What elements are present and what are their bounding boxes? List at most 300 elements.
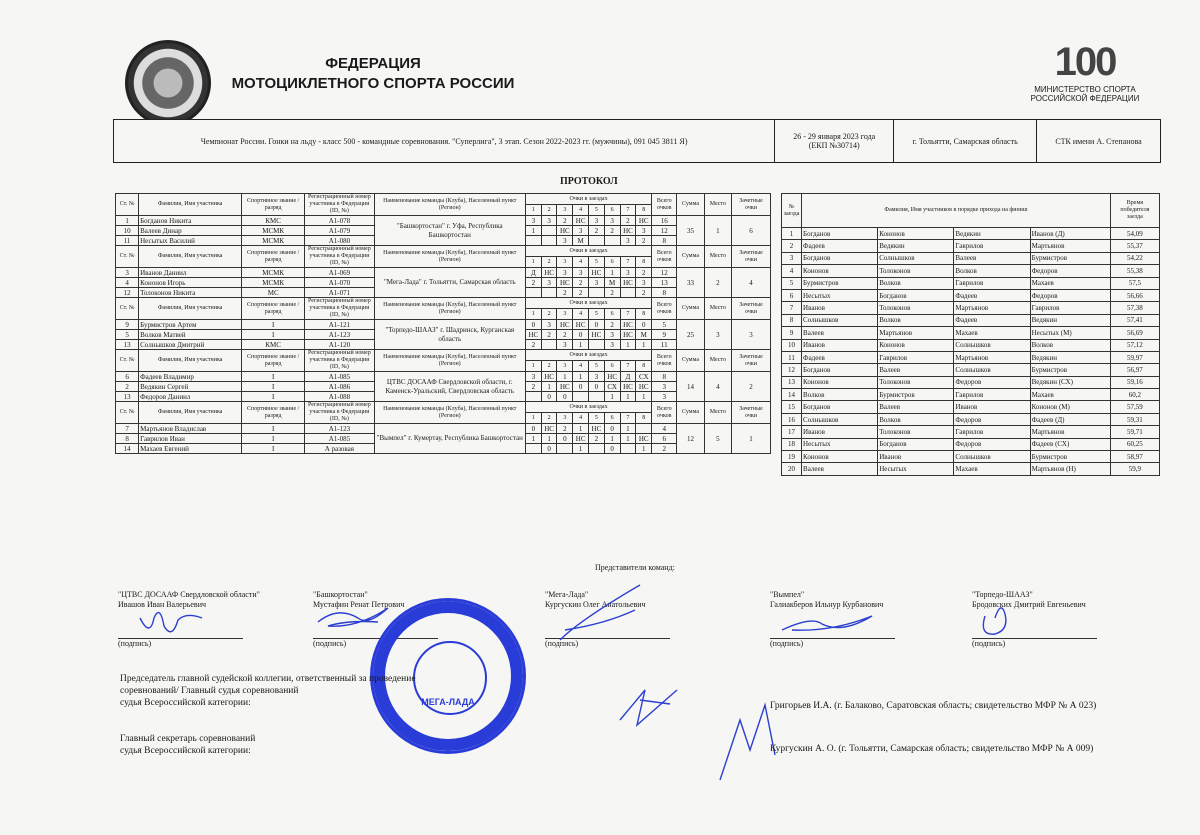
col-license-header: Регистрационный номер участника в Федерации (ID, №) — [305, 350, 374, 372]
rider-rank: I — [242, 382, 305, 392]
finish-order-header: Фамилия, Имя участников в порядке прихода на финиш — [802, 194, 1111, 228]
heat-points: 2 — [604, 320, 620, 330]
heat-points: 1 — [636, 444, 652, 454]
heat-col-header: 5 — [589, 205, 605, 216]
finisher-name: Бурмистров — [878, 389, 954, 401]
heat-number: 1 — [782, 228, 802, 240]
col-points-header: Очки в заездах — [525, 402, 651, 413]
col-team-header: Наименование команды (Клуба), Населенный пункт (Регион) — [374, 350, 525, 372]
heat-col-header: 7 — [620, 257, 636, 268]
team-place: 5 — [704, 424, 731, 454]
finisher-name: Бурмистров — [1030, 252, 1110, 264]
rider-name: Мартьянов Владислав — [139, 424, 242, 434]
heat-col-header: 1 — [525, 205, 541, 216]
heat-points: 3 — [541, 320, 557, 330]
heat-points: 0 — [541, 444, 557, 454]
winner-time: 57,38 — [1110, 302, 1159, 314]
rider-num: 6 — [116, 372, 139, 382]
heat-col-header: 8 — [636, 257, 652, 268]
heat-points: 0 — [557, 434, 573, 444]
rider-license: А1-086 — [305, 382, 374, 392]
heat-col-header: 8 — [636, 309, 652, 320]
col-total-header: Всего очков — [652, 298, 677, 320]
heat-points: 3 — [573, 268, 589, 278]
heat-points: 2 — [636, 288, 652, 298]
heat-col-header: 4 — [573, 413, 589, 424]
finisher-name: Кононов (М) — [1030, 401, 1110, 413]
heat-points: СХ — [636, 372, 652, 382]
ministry-caption1: МИНИСТЕРСТВО СПОРТА — [1034, 85, 1136, 94]
rider-name: Солнышков Дмитрий — [139, 340, 242, 350]
finisher-name: Солнышков — [878, 252, 954, 264]
rider-num: 8 — [116, 434, 139, 444]
rider-license: А1-080 — [305, 236, 374, 246]
finisher-name: Богданов — [802, 401, 878, 413]
col-num-header: Ст. № — [116, 246, 139, 268]
col-num-header: Ст. № — [116, 298, 139, 320]
rider-license: А1-123 — [305, 330, 374, 340]
col-points-header: Очки в заездах — [525, 246, 651, 257]
heat-points: 1 — [604, 268, 620, 278]
winner-time: 56,69 — [1110, 327, 1159, 339]
rider-total: 12 — [652, 226, 677, 236]
heat-points: НС — [557, 382, 573, 392]
federation-line2: МОТОЦИКЛЕТНОГО СПОРТА РОССИИ — [231, 75, 515, 92]
finisher-name: Фадеев (Д) — [1030, 413, 1110, 425]
heat-points: НС — [620, 278, 636, 288]
col-place-header: Место — [704, 246, 731, 268]
col-points-header: Очки в заездах — [525, 298, 651, 309]
rider-rank: МСМК — [242, 278, 305, 288]
rider-num: 10 — [116, 226, 139, 236]
team-sum: 33 — [677, 268, 704, 298]
heat-col-header: 4 — [573, 361, 589, 372]
heat-col-header: 6 — [604, 205, 620, 216]
col-name-header: Фамилия, Имя участника — [139, 402, 242, 424]
heat-col-header: 1 — [525, 309, 541, 320]
rider-name: Фадеев Владимир — [139, 372, 242, 382]
finisher-name: Солнышков — [802, 314, 878, 326]
rider-rank: I — [242, 434, 305, 444]
finisher-name: Богданов — [878, 438, 954, 450]
winner-time: 59,16 — [1110, 376, 1159, 388]
rider-name: Иванов Даниил — [139, 268, 242, 278]
heat-points: 2 — [525, 278, 541, 288]
rep-team: "Торпедо-ШААЗ" — [972, 590, 1033, 599]
finisher-name: Гаврилов — [954, 389, 1030, 401]
heat-col-header: 2 — [541, 205, 557, 216]
rider-license: А1-078 — [305, 216, 374, 226]
rider-total: 8 — [652, 372, 677, 382]
finisher-name: Ведякин (СХ) — [1030, 376, 1110, 388]
heat-number: 2 — [782, 240, 802, 252]
heat-number: 4 — [782, 265, 802, 277]
team-credit: 1 — [732, 424, 771, 454]
heat-points: 2 — [589, 226, 605, 236]
heat-points: 2 — [573, 288, 589, 298]
team-place: 2 — [704, 268, 731, 298]
col-points-header: Очки в заездах — [525, 194, 651, 205]
heat-points: 1 — [573, 444, 589, 454]
heat-points: 1 — [573, 340, 589, 350]
finisher-name: Кононов — [878, 339, 954, 351]
finisher-name: Фадеев (СХ) — [1030, 438, 1110, 450]
rider-num: 3 — [116, 268, 139, 278]
rep-sign: (подпись) — [770, 638, 895, 649]
rider-total: 3 — [652, 382, 677, 392]
col-sum-header: Сумма — [677, 298, 704, 320]
heat-points: 0 — [541, 392, 557, 402]
heat-points: НС — [525, 330, 541, 340]
rep-sign: (подпись) — [972, 638, 1097, 649]
heat-col-header: 2 — [541, 413, 557, 424]
heat-number: 6 — [782, 289, 802, 301]
col-team-header: Наименование команды (Клуба), Населенный пункт (Регион) — [374, 402, 525, 424]
finisher-name: Ведякин — [1030, 351, 1110, 363]
heat-points: 0 — [636, 320, 652, 330]
heat-points: 1 — [525, 434, 541, 444]
heat-number: 19 — [782, 451, 802, 463]
winner-time: 60,2 — [1110, 389, 1159, 401]
heat-col-header: 3 — [557, 257, 573, 268]
finisher-name: Бурмистров — [802, 277, 878, 289]
heat-points: 2 — [636, 236, 652, 246]
rider-name: Гаврилов Иван — [139, 434, 242, 444]
heat-col-header: 3 — [557, 309, 573, 320]
heat-points: 2 — [589, 434, 605, 444]
secretary-name: Кургускин А. О. (г. Тольятти, Самарская область; свидетельство МФР № А 009) — [770, 744, 1094, 754]
rider-num: 13 — [116, 392, 139, 402]
heat-points: НС — [636, 382, 652, 392]
heat-points: НС — [541, 372, 557, 382]
heat-points: 3 — [557, 340, 573, 350]
winner-time: 56,97 — [1110, 364, 1159, 376]
heat-points: 1 — [525, 226, 541, 236]
heat-points: 1 — [541, 434, 557, 444]
heat-col-header: 6 — [604, 257, 620, 268]
winner-time: 54,22 — [1110, 252, 1159, 264]
finisher-name: Мартьянов — [954, 302, 1030, 314]
heat-points: 0 — [525, 424, 541, 434]
heat-col-header: 8 — [636, 205, 652, 216]
heat-points: 3 — [604, 340, 620, 350]
finisher-name: Валеев — [878, 364, 954, 376]
finisher-name: Мартьянов — [954, 351, 1030, 363]
rep-sign: (подпись) — [313, 638, 438, 649]
rep-team: "Вымпел" — [770, 590, 805, 599]
winner-time: 59,31 — [1110, 413, 1159, 425]
rider-rank: МСМК — [242, 236, 305, 246]
heat-points: 2 — [620, 216, 636, 226]
finisher-name: Федоров — [1030, 265, 1110, 277]
heat-number: 16 — [782, 413, 802, 425]
finisher-name: Валеев — [802, 327, 878, 339]
ministry-number: 100 — [1054, 40, 1116, 84]
finisher-name: Волков — [878, 277, 954, 289]
team-sum: 14 — [677, 372, 704, 402]
finisher-name: Бурмистров — [1030, 364, 1110, 376]
rep-name: Кургускин Олег Анатольевич — [545, 600, 646, 609]
winner-time: 57,5 — [1110, 277, 1159, 289]
finisher-name: Несытых — [802, 438, 878, 450]
finisher-name: Махаев — [954, 463, 1030, 475]
finisher-name: Гаврилов — [954, 426, 1030, 438]
heat-points: 2 — [604, 226, 620, 236]
heat-col-header: 2 — [541, 257, 557, 268]
heat-col-header: 5 — [589, 361, 605, 372]
heat-points: 2 — [525, 382, 541, 392]
team-name: "Торпедо-ШААЗ" г. Шадринск, Курганская область — [374, 320, 525, 350]
heat-points: 2 — [557, 424, 573, 434]
heat-number: 20 — [782, 463, 802, 475]
team-credit: 4 — [732, 268, 771, 298]
event-name: Чемпионат России. Гонки на льду - класс 500 - командные соревнования. "Суперлига", 3 этап. Сезон 2022-2023 гг. (мужчины), 091 045 3811 Я) — [114, 120, 775, 162]
rider-name: Махаев Евгений — [139, 444, 242, 454]
heat-points: 1 — [620, 434, 636, 444]
col-license-header: Регистрационный номер участника в Федерации (ID, №) — [305, 246, 374, 268]
rider-total: 8 — [652, 288, 677, 298]
rider-name: Валеев Динар — [139, 226, 242, 236]
rider-license: А1-071 — [305, 288, 374, 298]
finisher-name: Несытых — [878, 463, 954, 475]
finisher-name: Мартьянов — [1030, 240, 1110, 252]
heat-col-header: 4 — [573, 205, 589, 216]
finisher-name: Бурмистров — [1030, 451, 1110, 463]
finisher-name: Валеев — [802, 463, 878, 475]
heat-points: 3 — [620, 268, 636, 278]
rider-name: Ведякин Сергей — [139, 382, 242, 392]
winner-time: 57,41 — [1110, 314, 1159, 326]
team-credit: 6 — [732, 216, 771, 246]
col-name-header: Фамилия, Имя участника — [139, 298, 242, 320]
finisher-name: Солнышков — [954, 364, 1030, 376]
finisher-name: Фадеев — [954, 289, 1030, 301]
rep-name: Галиакберов Ильнур Курбанович — [770, 600, 884, 609]
col-place-header: Место — [704, 402, 731, 424]
finisher-name: Толоконов — [878, 426, 954, 438]
rider-total: 6 — [652, 434, 677, 444]
heat-col-header: 3 — [557, 205, 573, 216]
rider-total: 12 — [652, 268, 677, 278]
heat-points: 3 — [525, 216, 541, 226]
rider-num: 2 — [116, 382, 139, 392]
heat-points: 0 — [573, 330, 589, 340]
heat-number: 13 — [782, 376, 802, 388]
rider-rank: I — [242, 424, 305, 434]
heat-col-header: 5 — [589, 309, 605, 320]
heat-points: 2 — [525, 340, 541, 350]
finisher-name: Иванов — [802, 426, 878, 438]
heat-col-header: 4 — [573, 309, 589, 320]
rider-name: Несытых Василий — [139, 236, 242, 246]
col-place-header: Место — [704, 194, 731, 216]
heat-points: НС — [589, 424, 605, 434]
col-name-header: Фамилия, Имя участника — [139, 350, 242, 372]
finisher-name: Несытых (М) — [1030, 327, 1110, 339]
heat-points: 3 — [636, 226, 652, 236]
rider-rank: КМС — [242, 216, 305, 226]
col-team-header: Наименование команды (Клуба), Населенный пункт (Регион) — [374, 194, 525, 216]
rep-team: "ЦТВС ДОСААФ Свердловской области" — [118, 590, 260, 599]
col-credit-header: Зачетные очки — [732, 194, 771, 216]
heat-points: 2 — [557, 288, 573, 298]
finisher-name: Федоров — [1030, 289, 1110, 301]
heat-number: 9 — [782, 327, 802, 339]
heat-col-header: 5 — [589, 413, 605, 424]
heat-points: 3 — [589, 216, 605, 226]
heat-number: 7 — [782, 302, 802, 314]
event-city: г. Тольятти, Самарская область — [894, 120, 1037, 162]
heat-col-header: 5 — [589, 257, 605, 268]
reps-title: Представители команд: — [595, 563, 675, 572]
winner-time: 58,97 — [1110, 451, 1159, 463]
finisher-name: Фадеев — [954, 314, 1030, 326]
heat-number: 10 — [782, 339, 802, 351]
finisher-name: Ведякин — [954, 228, 1030, 240]
rider-num: 9 — [116, 320, 139, 330]
heat-points: НС — [636, 216, 652, 226]
heat-points: 2 — [604, 288, 620, 298]
heat-col-header: 6 — [604, 413, 620, 424]
rep-team: "Башкортостан" — [313, 590, 368, 599]
heat-points: 2 — [573, 278, 589, 288]
finisher-name: Мартьянов (Н) — [1030, 463, 1110, 475]
finisher-name: Солнышков — [802, 413, 878, 425]
rider-total: 9 — [652, 330, 677, 340]
finisher-name: Богданов — [802, 228, 878, 240]
heat-points: 0 — [589, 382, 605, 392]
finisher-name: Ведякин — [1030, 314, 1110, 326]
finisher-name: Иванов (Д) — [1030, 228, 1110, 240]
heat-points: 0 — [557, 392, 573, 402]
col-place-header: Место — [704, 298, 731, 320]
heat-points: 2 — [557, 216, 573, 226]
rider-rank: МСМК — [242, 268, 305, 278]
rider-license: А1-070 — [305, 278, 374, 288]
heat-number: 8 — [782, 314, 802, 326]
rider-rank: I — [242, 444, 305, 454]
finisher-name: Махаев — [1030, 389, 1110, 401]
heat-points: НС — [557, 320, 573, 330]
col-team-header: Наименование команды (Клуба), Населенный пункт (Регион) — [374, 246, 525, 268]
finisher-name: Волков — [1030, 339, 1110, 351]
rider-rank: I — [242, 320, 305, 330]
ministry-caption2: РОССИЙСКОЙ ФЕДЕРАЦИИ — [1030, 94, 1140, 103]
heat-points: 3 — [541, 278, 557, 288]
finisher-name: Иванов — [878, 451, 954, 463]
finisher-name: Федоров — [954, 376, 1030, 388]
heat-points: 1 — [636, 392, 652, 402]
heat-number: 5 — [782, 277, 802, 289]
col-sum-header: Сумма — [677, 194, 704, 216]
winner-time-header: Время победителя заезда — [1110, 194, 1159, 228]
heat-col-header: 1 — [525, 361, 541, 372]
heat-number: 18 — [782, 438, 802, 450]
col-license-header: Регистрационный номер участника в Федерации (ID, №) — [305, 298, 374, 320]
heat-col-header: 7 — [620, 205, 636, 216]
finisher-name: Гаврилов — [954, 277, 1030, 289]
rider-rank: I — [242, 330, 305, 340]
rider-rank: МС — [242, 288, 305, 298]
rider-name: Федоров Даниил — [139, 392, 242, 402]
col-place-header: Место — [704, 350, 731, 372]
heat-number: 17 — [782, 426, 802, 438]
protocol-title: ПРОТОКОЛ — [560, 176, 618, 187]
col-total-header: Всего очков — [652, 194, 677, 216]
rider-license: А1-079 — [305, 226, 374, 236]
rep-name: Бродовских Дмитрий Евгеньевич — [972, 600, 1086, 609]
secretary-title — [120, 733, 255, 757]
col-total-header: Всего очков — [652, 246, 677, 268]
heat-number: 11 — [782, 351, 802, 363]
team-sum: 25 — [677, 320, 704, 350]
heat-points: 1 — [557, 372, 573, 382]
finisher-name: Гаврилов — [954, 240, 1030, 252]
rider-num: 13 — [116, 340, 139, 350]
finisher-name: Кононов — [802, 376, 878, 388]
team-place: 3 — [704, 320, 731, 350]
rep-name: Мустафин Ренат Петрович — [313, 600, 405, 609]
heat-col-header: 3 — [557, 361, 573, 372]
rider-license: А1-123 — [305, 424, 374, 434]
winner-time: 57,12 — [1110, 339, 1159, 351]
col-num-header: Ст. № — [116, 350, 139, 372]
heat-points: 0 — [589, 320, 605, 330]
rider-total: 13 — [652, 278, 677, 288]
heat-points: 2 — [557, 330, 573, 340]
col-num-header: Ст. № — [116, 194, 139, 216]
finisher-name: Махаев — [1030, 277, 1110, 289]
heat-points: 1 — [604, 392, 620, 402]
rider-name: Бурмистров Артем — [139, 320, 242, 330]
rider-license: А1-088 — [305, 392, 374, 402]
chief-title-line1: Председатель главной судейской коллегии, ответственный за проведение — [120, 674, 416, 684]
rep-sign: (подпись) — [545, 638, 670, 649]
rider-total: 4 — [652, 424, 677, 434]
heat-points: 2 — [541, 330, 557, 340]
ekp-text: (ЕКП №30714) — [808, 141, 860, 150]
finisher-name: Волков — [878, 413, 954, 425]
rider-total: 3 — [652, 392, 677, 402]
heat-points: СХ — [604, 382, 620, 392]
finisher-name: Богданов — [802, 252, 878, 264]
rep-team: "Мега-Лада" — [545, 590, 589, 599]
col-sum-header: Сумма — [677, 246, 704, 268]
rep-sign: (подпись) — [118, 638, 243, 649]
winner-time: 60,25 — [1110, 438, 1159, 450]
heat-points: М — [573, 236, 589, 246]
team-name: "Башкортостан" г. Уфа, Республика Башкортостан — [374, 216, 525, 246]
heat-col-header: 8 — [636, 413, 652, 424]
finisher-name: Мартьянов — [1030, 426, 1110, 438]
winner-time: 54,09 — [1110, 228, 1159, 240]
heat-points: 3 — [541, 216, 557, 226]
chief-judge-title — [120, 673, 416, 709]
rider-name: Волков Матвей — [139, 330, 242, 340]
col-rank-header: Спортивное звание / разряд — [242, 402, 305, 424]
heat-col-header: 6 — [604, 309, 620, 320]
col-license-header: Регистрационный номер участника в Федерации (ID, №) — [305, 194, 374, 216]
heat-points: 0 — [525, 320, 541, 330]
finisher-name: Федоров — [954, 438, 1030, 450]
finisher-name: Гаврилов — [1030, 302, 1110, 314]
rider-num: 1 — [116, 216, 139, 226]
team-name: "Мега-Лада" г. Тольятти, Самарская область — [374, 268, 525, 298]
heat-points: НС — [636, 434, 652, 444]
heat-number: 14 — [782, 389, 802, 401]
heat-points: М — [636, 330, 652, 340]
finisher-name: Толоконов — [878, 302, 954, 314]
